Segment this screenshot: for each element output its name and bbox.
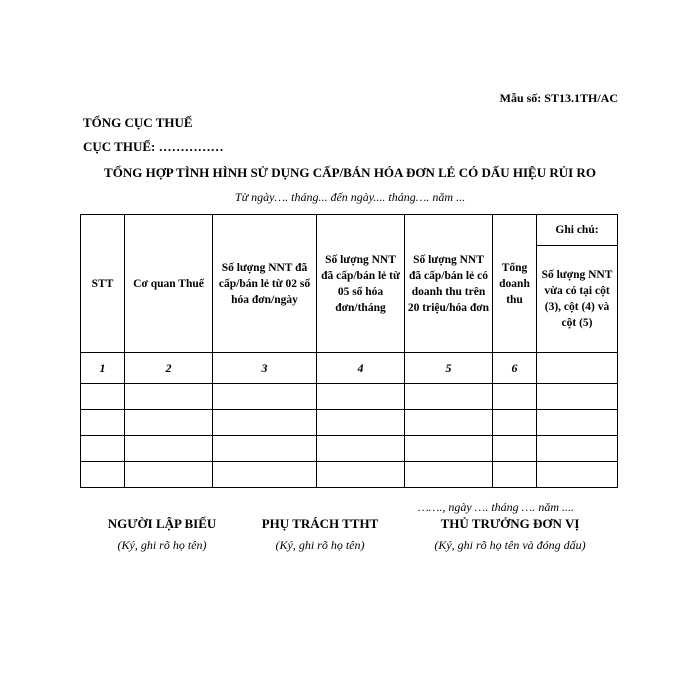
table-cell — [213, 462, 317, 488]
column-number: 4 — [317, 353, 405, 384]
report-period: Từ ngày…. tháng... đến ngày.... tháng…. năm ... — [234, 190, 466, 204]
header-tax-agency: Cơ quan Thuế — [125, 215, 213, 353]
table-cell — [125, 462, 213, 488]
table-cell — [213, 436, 317, 462]
header-stt: STT — [81, 215, 125, 353]
table-cell — [493, 384, 537, 410]
table-cell — [493, 462, 537, 488]
table-cell — [405, 384, 493, 410]
header-col3: Số lượng NNT đã cấp/bán lẻ từ 02 số hóa đơn/ngày — [213, 215, 317, 353]
signer-role: NGƯỜI LẬP BIỂU — [107, 516, 217, 531]
table-cell — [213, 384, 317, 410]
header-revenue: Tổng doanh thu — [493, 215, 537, 353]
department-name: CỤC THUẾ: …………… — [83, 139, 224, 154]
signer-role: THỦ TRƯỞNG ĐƠN VỊ — [440, 516, 580, 531]
report-table — [80, 214, 618, 488]
header-col5: Số lượng NNT đã cấp/bán lẻ có doanh thu trên 20 triệu/hóa đơn — [405, 215, 493, 353]
table-cell — [537, 384, 618, 410]
table-cell — [405, 410, 493, 436]
table-cell — [493, 436, 537, 462]
table-cell — [81, 462, 125, 488]
table-cell — [317, 384, 405, 410]
signer-note: (Ký, ghi rõ họ tên và đóng dấu) — [434, 538, 586, 552]
table-cell — [125, 436, 213, 462]
report-title: TỔNG HỢP TÌNH HÌNH SỬ DỤNG CẤP/BÁN HÓA ĐƠN LẺ CÓ DẤU HIỆU RỦI RO — [104, 165, 596, 180]
signer-role: PHỤ TRÁCH TTHT — [261, 516, 379, 531]
signature-unit-head — [410, 516, 610, 553]
table-cell — [81, 436, 125, 462]
table-cell — [317, 410, 405, 436]
table-cell — [125, 384, 213, 410]
column-number — [537, 353, 618, 384]
form-code: Mẫu số: ST13.1TH/AC — [499, 91, 618, 105]
signer-note: (Ký, ghi rõ họ tên) — [275, 538, 365, 552]
table-cell — [405, 462, 493, 488]
header-notes: Ghi chú: — [537, 215, 618, 246]
table-cell — [317, 462, 405, 488]
table-cell — [537, 462, 618, 488]
table-row — [81, 436, 618, 462]
header-notes-sub: Số lượng NNT vừa có tại cột (3), cột (4) và cột (5) — [537, 246, 618, 353]
table-cell — [125, 410, 213, 436]
table-cell — [405, 436, 493, 462]
table-cell — [317, 436, 405, 462]
table-row — [81, 410, 618, 436]
column-number: 6 — [493, 353, 537, 384]
agency-name: TỔNG CỤC THUẾ — [83, 115, 193, 130]
signer-note: (Ký, ghi rõ họ tên) — [117, 538, 207, 552]
table-cell — [537, 436, 618, 462]
date-line: ……., ngày …. tháng …. năm .... — [418, 500, 575, 514]
column-number: 1 — [81, 353, 125, 384]
header-col4: Số lượng NNT đã cấp/bán lẻ từ 05 số hóa đơn/tháng — [317, 215, 405, 353]
signature-preparer — [92, 516, 232, 553]
signature-support-head — [250, 516, 390, 553]
table-cell — [537, 410, 618, 436]
table-cell — [213, 410, 317, 436]
table-cell — [81, 384, 125, 410]
column-number: 5 — [405, 353, 493, 384]
column-number-row — [81, 353, 618, 384]
table-cell — [81, 410, 125, 436]
table-cell — [493, 410, 537, 436]
column-number: 2 — [125, 353, 213, 384]
table-row — [81, 384, 618, 410]
column-number: 3 — [213, 353, 317, 384]
table-row — [81, 462, 618, 488]
